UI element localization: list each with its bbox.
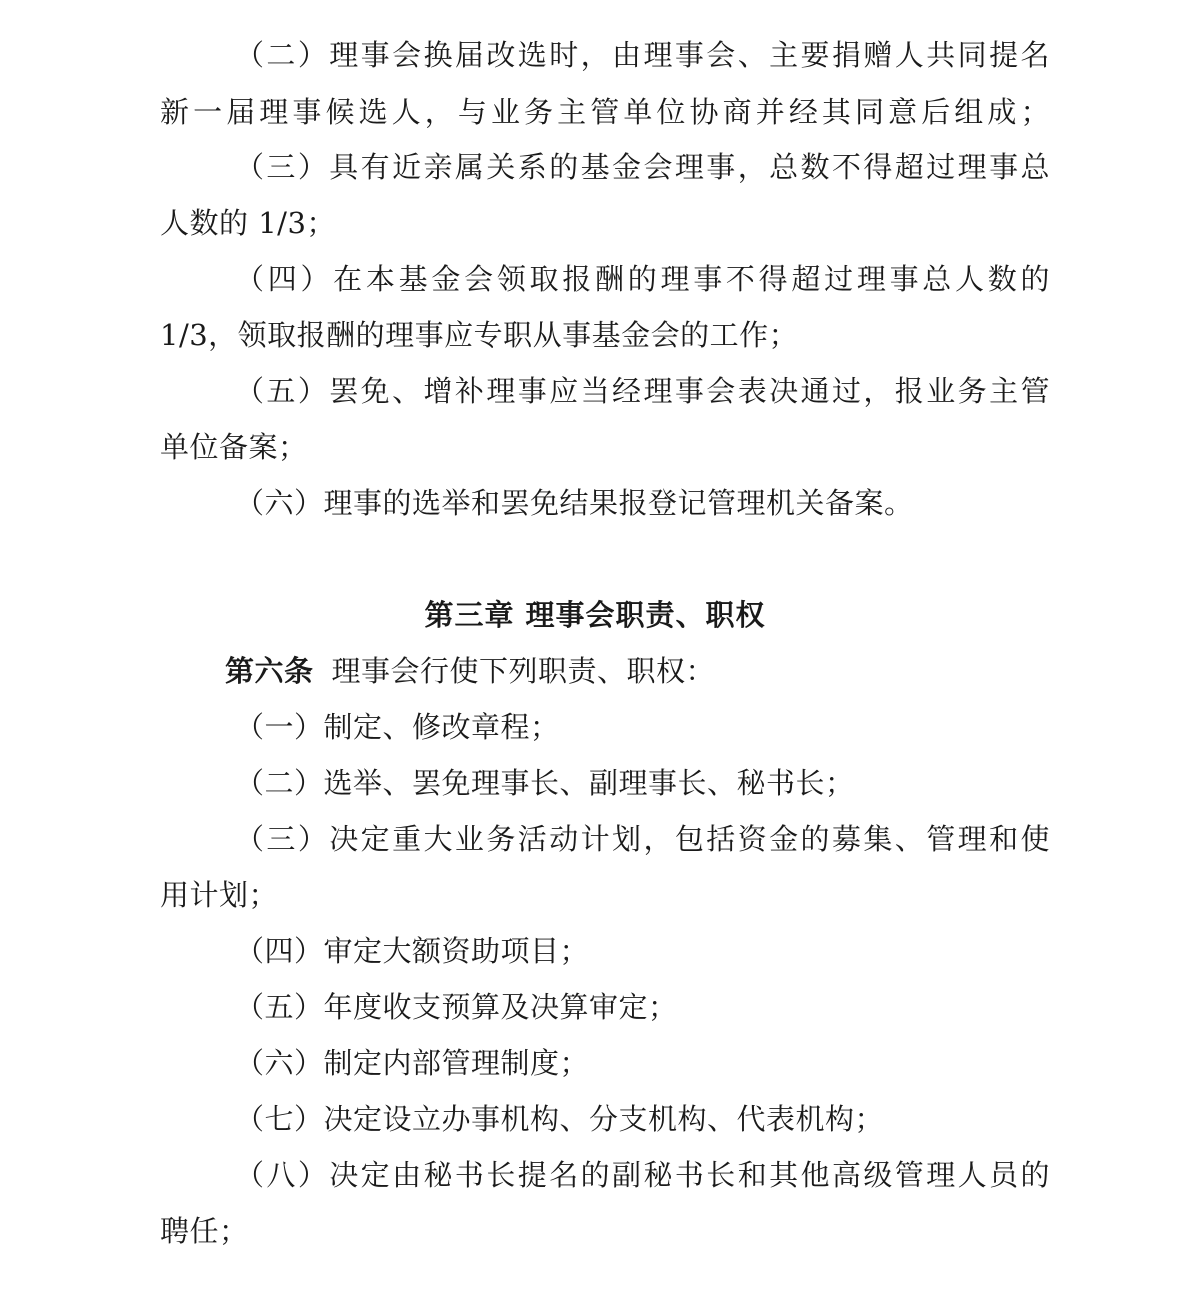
list-item: 聘任； — [160, 1214, 249, 1248]
paragraph-line: 1/3，领取报酬的理事应专职从事基金会的工作； — [160, 318, 799, 352]
paragraph-line: 人数的 1/3； — [160, 206, 336, 240]
article-text: 理事会行使下列职责、职权： — [331, 654, 716, 688]
paragraph-line: （三）具有近亲属关系的基金会理事，总数不得超过理事总 — [235, 150, 1050, 184]
article-label: 第六条 — [225, 654, 314, 688]
list-item: 用计划； — [160, 878, 279, 912]
list-item: （八）决定由秘书长提名的副秘书长和其他高级管理人员的 — [235, 1158, 1050, 1192]
paragraph-line: （二）理事会换届改选时，由理事会、主要捐赠人共同提名 — [235, 38, 1050, 72]
list-item: （一）制定、修改章程； — [235, 710, 560, 744]
list-item: （七）决定设立办事机构、分支机构、代表机构； — [235, 1102, 885, 1136]
chapter-heading: 第三章 理事会职责、职权 — [424, 598, 766, 632]
list-item: （二）选举、罢免理事长、副理事长、秘书长； — [235, 766, 855, 800]
paragraph-line: 单位备案； — [160, 430, 308, 464]
list-item: （五）年度收支预算及决算审定； — [235, 990, 678, 1024]
paragraph-line: （四）在本基金会领取报酬的理事不得超过理事总人数的 — [235, 262, 1050, 296]
list-item: （六）制定内部管理制度； — [235, 1046, 590, 1080]
paragraph-line: （六）理事的选举和罢免结果报登记管理机关备案。 — [235, 486, 914, 520]
paragraph-line: （五）罢免、增补理事应当经理事会表决通过，报业务主管 — [235, 374, 1050, 408]
list-item: （四）审定大额资助项目； — [235, 934, 590, 968]
list-item: （三）决定重大业务活动计划，包括资金的募集、管理和使 — [235, 822, 1050, 856]
paragraph-line: 新一届理事候选人，与业务主管单位协商并经其同意后组成； — [160, 95, 1050, 129]
article-line — [225, 651, 1040, 691]
